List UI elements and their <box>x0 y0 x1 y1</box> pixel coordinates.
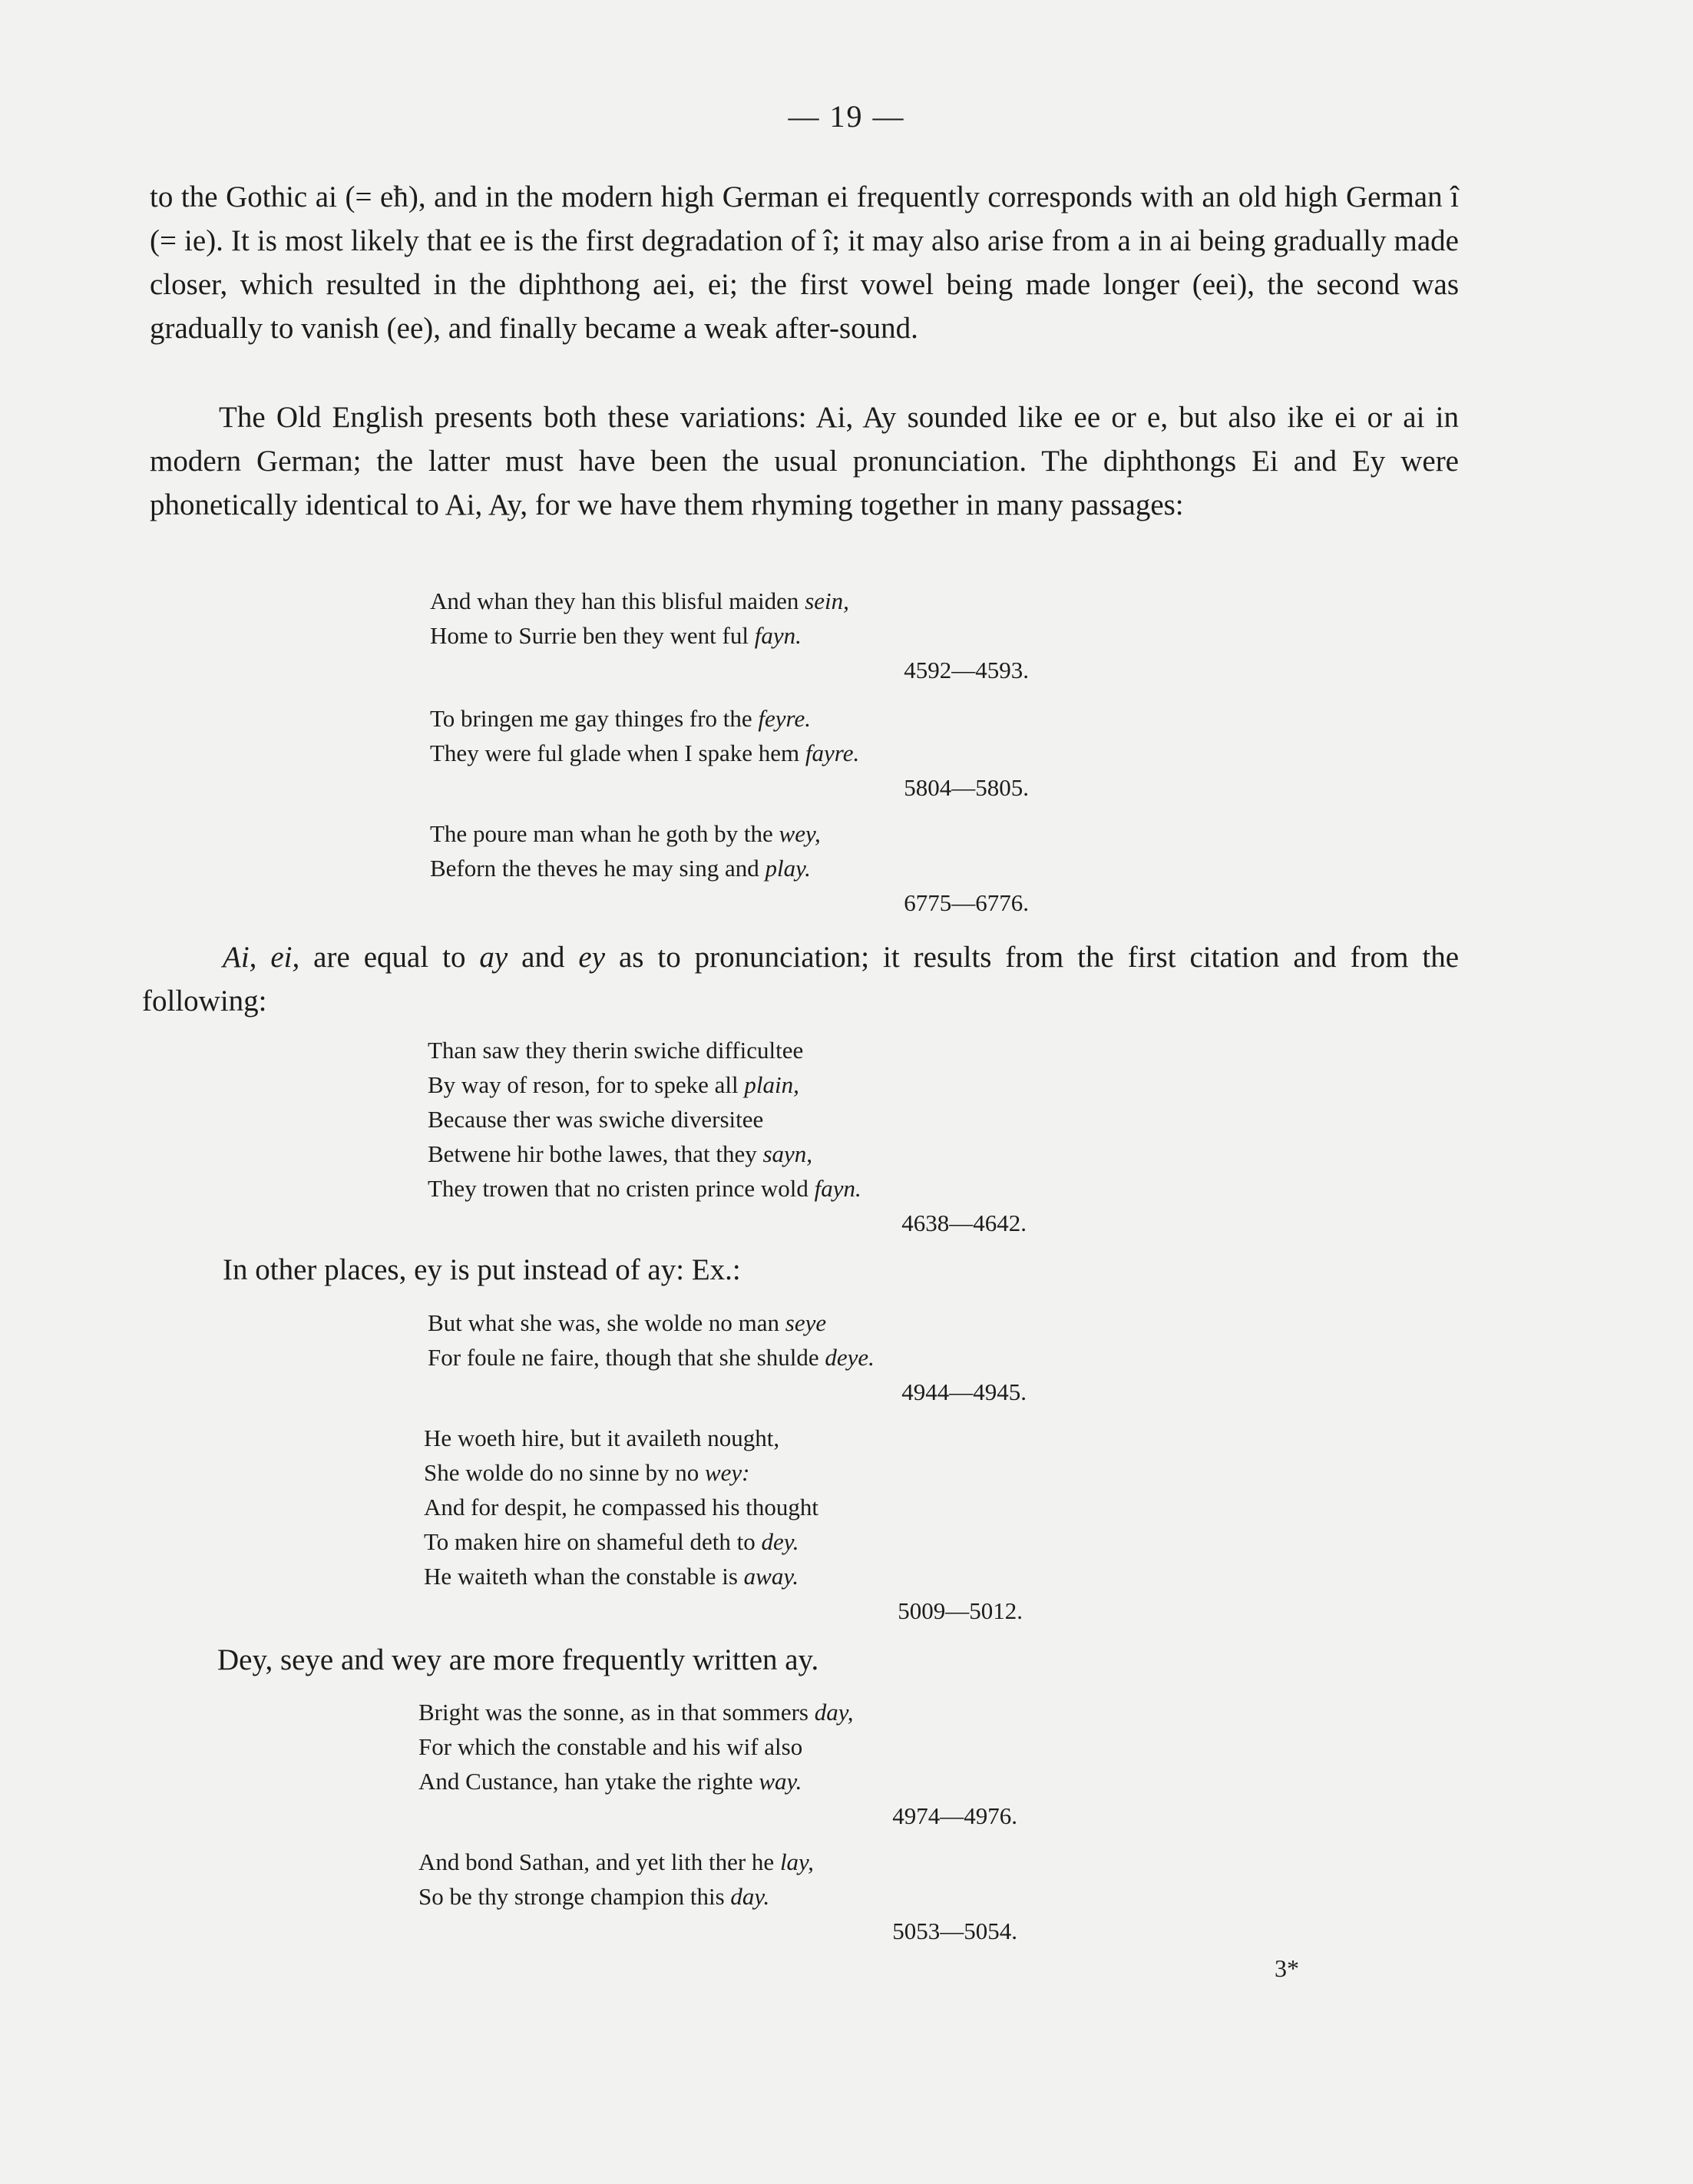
line-reference: 4638—4642. <box>901 1209 1027 1236</box>
verse-quote-5 <box>428 1305 1027 1409</box>
paragraph-1-text: to the Gothic ai (= eħ), and in the modern high German ei frequently corresponds with an old high German î (= ie). It is most likely that ee is the first degradation of î; it may also arise from a in ai being gradually made closer, which resulted in the diphthong aei, ei; the first vowel being made longer (eei), the second was gradually to vanish (ee), and finally became a weak after-sound. <box>150 180 1459 345</box>
paragraph-5-text: Dey, seye and wey are more frequently written ay. <box>217 1643 819 1676</box>
verse-line: He waiteth whan the constable is away. <box>424 1563 799 1590</box>
verse-line: The poure man whan he goth by the wey, <box>430 820 821 847</box>
verse-line: So be thy stronge champion this day. <box>418 1883 770 1910</box>
verse-line: To maken hire on shameful deth to dey. <box>424 1528 799 1555</box>
signature-mark: 3* <box>1275 1954 1299 1982</box>
verse-line: Bright was the sonne, as in that sommers day, <box>418 1699 854 1726</box>
line-reference: 5053—5054. <box>892 1918 1017 1944</box>
verse-line: And bond Sathan, and yet lith ther he lay, <box>418 1848 814 1875</box>
line-reference: 4944—4945. <box>901 1378 1027 1405</box>
verse-line: Betwene hir bothe lawes, that they sayn, <box>428 1140 813 1167</box>
verse-line: Beforn the theves he may sing and play. <box>430 855 811 882</box>
verse-quote-2 <box>430 701 1029 805</box>
paragraph-1 <box>150 175 1459 350</box>
page-number: — 19 — <box>788 99 905 134</box>
paragraph-2-text: The Old English presents both these variations: Ai, Ay sounded like ee or e, but also ike ei or ai in modern German; the latter must have been the usual pronunciation. The diphthongs Ei and Ey were phonetically identical to Ai, Ay, for we have them rhyming together in many passages: <box>150 401 1459 521</box>
verse-line: They trowen that no cristen prince wold fayn. <box>428 1175 861 1202</box>
line-reference: 4974—4976. <box>892 1802 1017 1829</box>
verse-quote-6 <box>424 1421 1023 1628</box>
verse-quote-3 <box>430 816 1029 920</box>
verse-line: For which the constable and his wif also <box>418 1733 803 1760</box>
verse-line: And whan they han this blisful maiden sein, <box>430 587 849 614</box>
verse-line: She wolde do no sinne by no wey: <box>424 1459 750 1486</box>
verse-quote-1 <box>430 584 1029 687</box>
verse-quote-4 <box>428 1033 1027 1240</box>
line-reference: 6775—6776. <box>904 889 1029 916</box>
verse-line: Because ther was swiche diversitee <box>428 1106 764 1133</box>
paragraph-2 <box>150 395 1459 527</box>
verse-quote-8 <box>418 1845 1017 1948</box>
verse-line: To bringen me gay thinges fro the feyre. <box>430 705 811 732</box>
verse-line: He woeth hire, but it availeth nought, <box>424 1425 780 1451</box>
line-reference: 4592—4593. <box>904 657 1029 683</box>
line-reference: 5804—5805. <box>904 774 1029 801</box>
verse-quote-7 <box>418 1695 1017 1833</box>
verse-line: They were ful glade when I spake hem fayre. <box>430 740 860 766</box>
verse-line: Home to Surrie ben they went ful fayn. <box>430 622 802 649</box>
verse-line: But what she was, she wolde no man seye <box>428 1309 827 1336</box>
line-reference: 5009—5012. <box>898 1597 1023 1624</box>
verse-line: And for despit, he compassed his thought <box>424 1494 819 1521</box>
verse-line: For foule ne faire, though that she shulde deye. <box>428 1344 875 1371</box>
verse-line: And Custance, han ytake the righte way. <box>418 1768 802 1795</box>
paragraph-4-text: In other places, ey is put instead of ay: Ex.: <box>223 1253 741 1286</box>
paragraph-3 <box>142 935 1459 1023</box>
paragraph-3-text: Ai, ei, are equal to ay and ey as to pronunciation; it results from the first citation and from the following: <box>142 941 1459 1018</box>
verse-line: Than saw they therin swiche difficultee <box>428 1037 804 1064</box>
verse-line: By way of reson, for to speke all plain, <box>428 1071 799 1098</box>
